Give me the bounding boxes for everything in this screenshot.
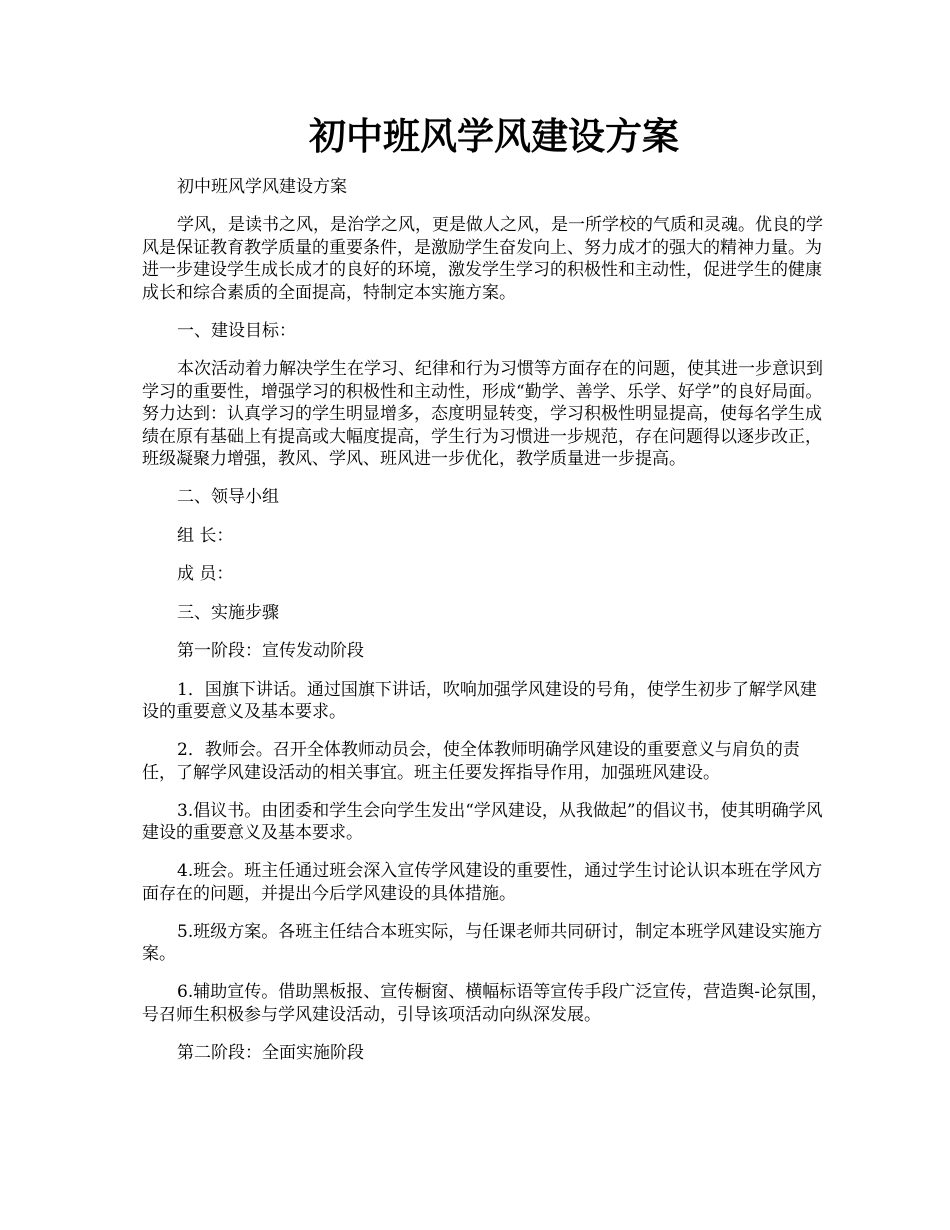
step-item-1: 1．国旗下讲话。通过国旗下讲话，吹响加强学风建设的号角，使学生初步了解学风建设的重要意义及基本要求。 xyxy=(142,679,817,722)
subtitle-paragraph: 初中班风学风建设方案 xyxy=(177,177,347,197)
step-item-6: 6.辅助宣传。借助黑板报、宣传橱窗、横幅标语等宣传手段广泛宣传，营造舆-论氛围，号召师生积极参与学风建设活动，引导该项活动向纵深发展。 xyxy=(142,982,828,1025)
leader-line: 组 长： xyxy=(177,525,234,546)
section-heading-goals: 一、建设目标： xyxy=(177,320,296,341)
step-item-2: 2．教师会。召开全体教师动员会，使全体教师明确学风建设的重要意义与肩负的责任，了解学风建设活动的相关事宜。班主任要发挥指导作用，加强班风建设。 xyxy=(142,740,800,783)
step-item-5: 5.班级方案。各班主任结合本班实际，与任课老师共同研讨，制定本班学风建设实施方案。 xyxy=(142,921,823,964)
goals-paragraph: 本次活动着力解决学生在学习、纪律和行为习惯等方面存在的问题，使其进一步意识到学习的重要性，增强学习的积极性和主动性，形成“勤学、善学、乐学、好学”的良好局面。努力达到：认真学习的学生明显增多，态度明显转变，学习积极性明显提高，使每名学生成绩在原有基础上有提高或大幅度提高，学生行为习惯进一步规范，存在问题得以逐步改正，班级凝聚力增强，教风、学风、班风进一步优化，教学质量进一步提高。 xyxy=(142,359,823,469)
document-title: 初中班风学风建设方案 xyxy=(309,114,679,158)
stage-one-heading: 第一阶段：宣传发动阶段 xyxy=(177,641,364,661)
document-body xyxy=(142,176,832,1080)
members-line: 成 员： xyxy=(177,564,234,584)
step-item-4: 4.班会。班主任通过班会深入宣传学风建设的重要性，通过学生讨论认识本班在学风方面存在的问题，并提出今后学风建设的具体措施。 xyxy=(142,861,823,904)
section-heading-leadership: 二、领导小组 xyxy=(177,487,279,507)
intro-paragraph: 学风，是读书之风，是治学之风，更是做人之风，是一所学校的气质和灵魂。优良的学风是保证教育教学质量的重要条件，是激励学生奋发向上、努力成才的强大的精神力量。为进一步建设学生成长成才的良好的环境，激发学生学习的积极性和主动性，促进学生的健康成长和综合素质的全面提高，特制定本实施方案。 xyxy=(142,215,823,303)
stage-two-heading: 第二阶段：全面实施阶段 xyxy=(177,1042,364,1063)
step-item-3: 3.倡议书。由团委和学生会向学生发出“学风建设，从我做起”的倡议书，使其明确学风建设的重要意义及基本要求。 xyxy=(142,800,823,843)
section-heading-steps: 三、实施步骤 xyxy=(177,602,279,623)
